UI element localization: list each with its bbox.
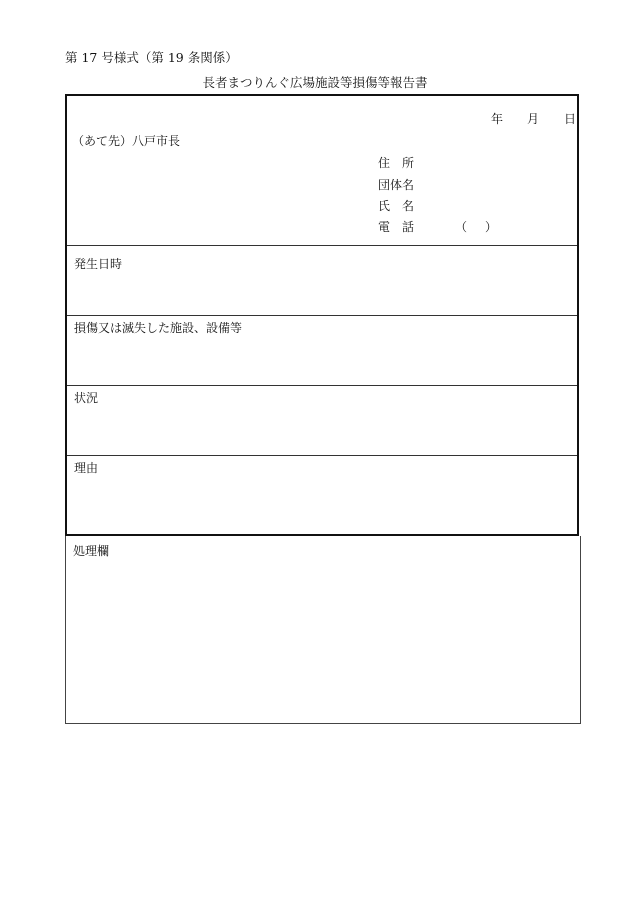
processing-box [65, 536, 581, 724]
name-label: 氏 名 [378, 199, 415, 213]
phone-label: 電 話 [378, 220, 415, 234]
section-reason-label: 理由 [74, 461, 99, 475]
section-situation-label: 状況 [74, 391, 99, 405]
form-number: 第 17 号様式（第 19 条関係） [65, 50, 238, 65]
section-occurrence-label: 発生日時 [74, 257, 123, 271]
document-title: 長者まつりんぐ広場施設等損傷等報告書 [202, 75, 428, 90]
phone-paren-close: ） [485, 220, 498, 234]
date-day-label: 日 [564, 112, 577, 126]
section-damaged-items-label: 損傷又は滅失した施設、設備等 [74, 321, 243, 335]
divider-situation [67, 455, 577, 456]
group-name-label: 団体名 [378, 178, 415, 192]
section-processing-label: 処理欄 [73, 544, 110, 558]
address-label: 住 所 [378, 156, 415, 170]
addressee: （あて先）八戸市長 [72, 134, 181, 148]
date-year-label: 年 [491, 112, 504, 126]
divider-damaged-items [67, 385, 577, 386]
divider-header [67, 245, 577, 246]
phone-paren-open: （ [455, 220, 468, 234]
report-form-box [65, 94, 579, 536]
date-month-label: 月 [527, 112, 540, 126]
divider-occurrence [67, 315, 577, 316]
